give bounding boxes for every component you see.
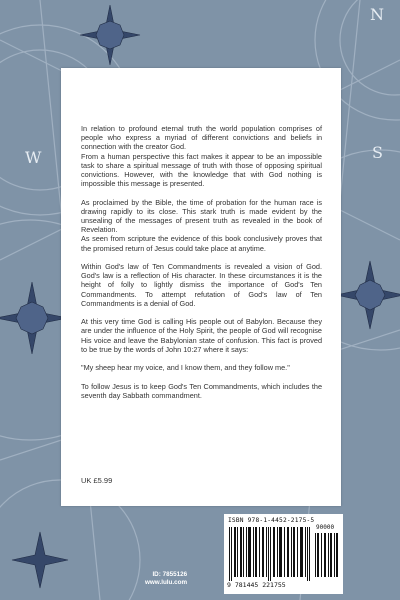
- paragraph-6: At this very time God is calling His people out of Babylon. Because they are under the influence of the Holy Spirit, the people of God will recognise His voice and leave the Babylonian state of confusion. This fact is proved to be true by the words of John 10:27 where it says:: [81, 317, 322, 354]
- back-cover-text: [81, 124, 322, 409]
- compass-letter-w: W: [25, 148, 42, 167]
- isbn-label: ISBN 978-1-4452-2175-5: [228, 517, 315, 524]
- paragraph-8: To follow Jesus is to keep God's Ten Commandments, which includes the seventh day Sabbath commandment.: [81, 381, 322, 400]
- barcode-box: [224, 514, 343, 594]
- paragraph-7: "My sheep hear my voice, and I know them, and they follow me.": [81, 363, 290, 373]
- paragraph-3: As proclaimed by the Bible, the time of probation for the human race is drawing rapidly to its close. This stark truth is made evident by the unsealing of the messages of present truth as revealed in the book of Revelation.: [81, 197, 322, 235]
- paragraph-2: From a human perspective this fact makes it appear to be an impossible task to share a spiritual message of truth with those of opposing spiritual convictions. However, with the knowledge that with God nothing is impossible this message is presented.: [81, 151, 322, 189]
- price-label: UK £5.99: [81, 476, 113, 485]
- paragraph-5: Within God's law of Ten Commandments is revealed a vision of God. God's law is a reflection of His character. In these circumstances it is the height of folly to lightly dismiss the importance of God's Ten Commandments. To attempt refutation of God's law of Ten Commandments is a denial of God.: [81, 262, 322, 308]
- barcode-addon: 90000: [316, 524, 335, 531]
- publisher-id: ID: 7855126: [152, 571, 188, 578]
- publisher-info: [145, 571, 187, 587]
- barcode-bars: [227, 527, 339, 581]
- publisher-site: www.lulu.com: [145, 579, 188, 586]
- barcode-digits: 9 781445 221755: [227, 581, 286, 589]
- compass-letter-s: S: [372, 143, 383, 162]
- compass-letter-n: N: [370, 5, 384, 24]
- paragraph-4: As seen from scripture the evidence of this book conclusively proves that the promised return of Jesus could take place at anytime.: [81, 234, 322, 253]
- paragraph-1: In relation to profound eternal truth the world population comprises of people who express a myriad of different convictions and beliefs in connection with the creator God.: [81, 124, 322, 152]
